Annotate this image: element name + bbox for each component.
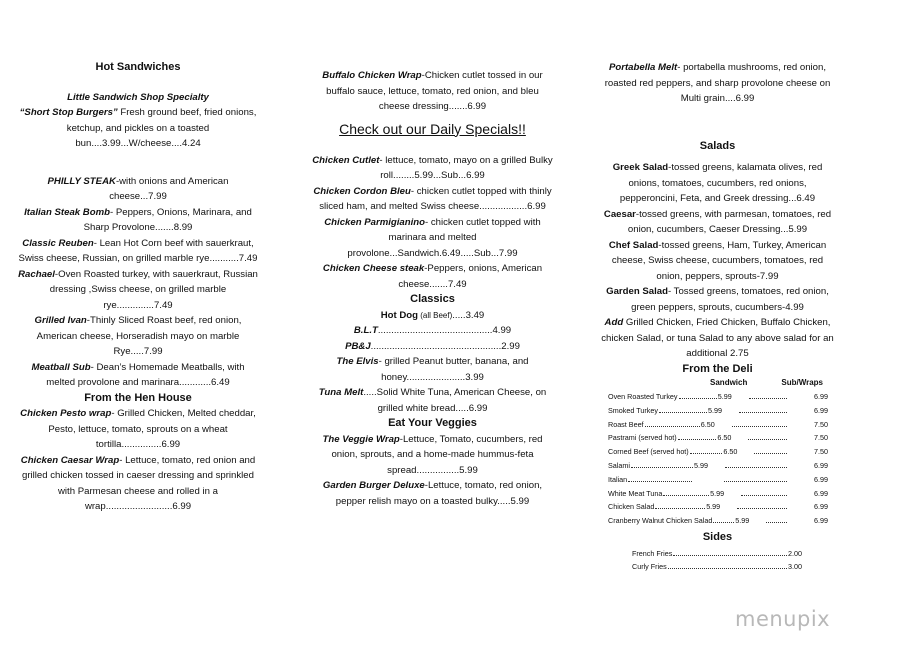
item-desc: -Oven Roasted turkey, with sauerkraut, Russian dressing ,Swiss cheese, on grilled marble rye..............7.49 <box>49 268 258 311</box>
deli-sandwich-price: 5.99 <box>735 516 750 526</box>
item-name: Portabella Melt <box>608 62 678 73</box>
dot-leader <box>690 453 723 454</box>
deli-sandwich-price: 5.99 <box>707 405 722 415</box>
deli-row <box>608 445 828 459</box>
item-name: The Elvis <box>336 356 379 367</box>
item-name: Chicken Pesto wrap <box>20 408 112 419</box>
item-desc: -Lettuce, tomato, red onion, pepper relish mayo on a toasted bulky.....5.99 <box>335 480 543 507</box>
side-item-name: French Fries <box>632 549 673 559</box>
deli-header-sandwich: Sandwich <box>710 378 748 387</box>
menu-item-garden-burger-deluxe <box>310 478 555 509</box>
dot-leader <box>754 453 787 454</box>
section-title-hot-sandwiches: Hot Sandwiches <box>95 61 181 73</box>
menu-item-chicken-caesar-wrap <box>18 453 258 515</box>
hot-sandwich-list <box>18 174 258 391</box>
deli-row <box>608 500 828 514</box>
dot-leader <box>659 412 707 413</box>
item-name: The Veggie Wrap <box>322 433 400 445</box>
dot-leader <box>766 522 787 523</box>
deli-sandwich-price: 5.99 <box>710 488 725 498</box>
menu-item-meatball-sub <box>18 360 258 391</box>
item-desc: -Thinly Sliced Roast beef, red onion, American cheese, Horseradish mayo on marble Rye.....7.99 <box>36 315 242 357</box>
menu-item-buffalo-chicken-wrap <box>310 68 555 115</box>
menu-item-portabella-melt <box>600 60 835 107</box>
side-row <box>632 547 802 560</box>
menu-item-short-stop-burgers <box>18 105 258 152</box>
column-left <box>18 60 258 515</box>
dot-leader <box>631 467 693 468</box>
menu-item-blt <box>310 323 555 339</box>
item-name: Tuna Melt <box>318 387 364 398</box>
dot-leader <box>668 568 787 569</box>
dot-leader <box>739 412 787 413</box>
side-item-name: Curly Fries <box>632 562 667 572</box>
item-desc: -with onions and American cheese...7.99 <box>109 175 229 202</box>
side-row <box>632 560 802 573</box>
dot-leader <box>741 495 787 496</box>
menu-item-chef-salad <box>600 238 835 285</box>
deli-sub-price: 6.99 <box>814 516 828 526</box>
item-desc: -tossed greens, Ham, Turkey, American cheese, Swiss cheese, cucumbers, tomatoes, red onion, peppers, sprouts-7.99 <box>611 239 827 282</box>
deli-sub-price: 6.99 <box>814 488 828 498</box>
dot-leader <box>713 522 734 523</box>
section-title-sides: Sides <box>702 530 733 543</box>
item-name: Greek Salad <box>612 162 669 173</box>
item-price: .................................................2.99 <box>370 340 520 352</box>
item-name: Chicken Cheese steak <box>322 263 425 274</box>
item-name: Grilled Ivan <box>34 315 87 326</box>
item-name: Rachael <box>18 268 55 280</box>
deli-sandwich-price: 5.99 <box>717 392 732 401</box>
item-desc: - Lean Hot Corn beef with sauerkraut, Swiss cheese, Russian, on grilled marble rye...........7.49 <box>18 237 258 264</box>
item-name: PB&J <box>345 340 371 352</box>
side-price: 2.00 <box>788 549 802 559</box>
menu-item-chicken-parmigianino <box>310 215 555 262</box>
menu-item-garden-salad <box>600 284 835 315</box>
item-price: .....3.49 <box>452 309 485 321</box>
item-desc: - Lettuce, tomato, red onion and grilled chicken tossed in caeser dressing and sprinkled with Parmesan cheese and rolled in a wrap.........................6.99 <box>22 454 256 512</box>
menu-item-hot-dog <box>310 308 555 324</box>
dot-leader <box>724 481 787 482</box>
daily-specials-promo: Check out our Daily Specials!! <box>339 120 526 137</box>
item-desc: - Grilled Chicken, Melted cheddar, Pesto, lettuce, tomato, sprouts on a wheat tortilla...............6.99 <box>48 408 256 450</box>
section-title-hen-house: From the Hen House <box>84 391 192 404</box>
menu-item-chicken-cheese-steak <box>310 261 555 292</box>
deli-header-sub: Sub/Wraps <box>781 378 823 387</box>
item-name: Italian Steak Bomb <box>24 206 110 218</box>
item-name: Chef Salad <box>608 239 659 251</box>
item-desc: - Dean’s Homemade Meatballs, with melted provolone and marinara............6.49 <box>46 361 245 388</box>
specialty-heading: Little Sandwich Shop Specialty <box>67 91 209 103</box>
deli-sub-price: 6.99 <box>814 392 829 401</box>
item-desc: - portabella mushrooms, red onion, roasted red peppers, and sharp provolone cheese on Multi grain....6.99 <box>604 62 831 104</box>
menu-item-tuna-melt <box>310 385 555 416</box>
dot-leader <box>645 426 700 427</box>
menu-item-chicken-cordon-bleu <box>310 184 555 215</box>
item-name: PHILLY STEAK <box>47 175 116 187</box>
dot-leader <box>679 398 717 399</box>
item-desc: -Lettuce, Tomato, cucumbers, red onion, sprouts, and a home-made hummus-feta spread................5.99 <box>331 433 543 476</box>
item-name: Meatball Sub <box>31 361 91 373</box>
add-label: Add <box>604 317 624 328</box>
item-desc: -tossed greens, kalamata olives, red onions, tomatoes, cucumbers, red onions, pepperoncini, Feta, and Greek dressing...6.49 <box>619 162 823 204</box>
menu-item-the-elvis <box>310 354 555 385</box>
salad-list <box>600 160 835 362</box>
deli-row <box>608 473 828 487</box>
item-desc: - chicken cutlet topped with marinara and melted provolone...Sandwich.6.49.....Sub...7.99 <box>347 216 541 259</box>
item-desc: - lettuce, tomato, mayo on a grilled Bulky roll........5.99...Sub...6.99 <box>379 154 553 181</box>
item-desc: - Tossed greens, tomatoes, red onion, green peppers, sprouts, cucumbers-4.99 <box>631 286 829 313</box>
menu-item-veggie-wrap <box>310 432 555 479</box>
deli-row <box>608 487 828 501</box>
deli-sandwich-price: 6.50 <box>723 447 738 457</box>
deli-item-name: White Meat Tuna <box>608 488 663 498</box>
menu-item-classic-reuben <box>18 236 258 267</box>
deli-item-name: Roast Beef <box>608 419 644 429</box>
deli-sub-price: 6.99 <box>814 502 829 512</box>
dot-leader <box>749 398 787 399</box>
deli-item-name: Smoked Turkey <box>608 405 658 415</box>
item-price: ...........................................4.99 <box>377 325 512 336</box>
deli-sub-price: 6.99 <box>814 460 829 470</box>
deli-sub-price: 6.99 <box>814 474 828 484</box>
dot-leader <box>725 467 787 468</box>
salad-add-on-note <box>600 315 835 362</box>
deli-row <box>608 418 828 432</box>
item-note: (all Beef) <box>418 310 453 320</box>
deli-row <box>608 404 828 418</box>
dot-leader <box>748 439 787 440</box>
menu-item-chicken-pesto-wrap <box>18 406 258 453</box>
deli-item-name: Oven Roasted Turkey <box>608 392 678 401</box>
item-name: Caesar <box>603 208 636 220</box>
dot-leader <box>673 555 787 556</box>
column-middle <box>310 68 555 509</box>
dot-leader <box>678 439 717 440</box>
section-title-deli: From the Deli <box>682 362 753 375</box>
deli-sandwich-price: 6.50 <box>717 433 732 443</box>
dot-leader <box>732 426 787 427</box>
item-name: B.L.T <box>353 325 378 336</box>
deli-sub-price: 7.50 <box>814 447 829 457</box>
item-name: Garden Salad <box>606 286 668 297</box>
menu-item-grilled-ivan <box>18 313 258 360</box>
deli-item-name: Cranberry Walnut Chicken Salad <box>608 516 713 526</box>
add-text: Grilled Chicken, Fried Chicken, Buffalo Chicken, chicken Salad, or tuna Salad to any above salad for an additional 2.75 <box>601 317 834 359</box>
dot-leader <box>655 508 705 509</box>
deli-row <box>608 431 828 445</box>
menu-item-philly-steak <box>18 174 258 205</box>
item-name: Chicken Caesar Wrap <box>20 454 120 466</box>
deli-sub-price: 6.99 <box>814 405 828 415</box>
deli-table <box>608 390 828 528</box>
watermark: menupix <box>735 607 831 631</box>
deli-sandwich-price: 5.99 <box>694 460 708 470</box>
section-title-salads: Salads <box>699 139 736 152</box>
menu-item-rachael <box>18 267 258 314</box>
item-name: Buffalo Chicken Wrap <box>322 70 422 81</box>
deli-row <box>608 514 828 528</box>
menu-item-greek-salad <box>600 160 835 207</box>
section-title-classics: Classics <box>410 293 455 305</box>
item-name: Hot Dog <box>380 309 419 321</box>
deli-item-name: Italian <box>608 474 628 484</box>
item-desc: - grilled Peanut butter, banana, and honey......................3.99 <box>378 356 529 383</box>
menu-item-caesar-salad <box>600 207 835 238</box>
item-desc: .....Solid White Tuna, American Cheese, on grilled white bread.....6.99 <box>363 387 547 414</box>
deli-row <box>608 459 828 473</box>
item-desc: -Chicken cutlet tossed in our buffalo sauce, lettuce, tomato, red onion, and bleu cheese dressing.......6.99 <box>326 70 543 112</box>
item-desc: -Peppers, onions, American cheese.......7.49 <box>398 263 543 290</box>
section-title-veggies: Eat Your Veggies <box>388 417 477 429</box>
menu-item-pbj <box>310 339 555 355</box>
sides-table <box>632 547 802 573</box>
dot-leader <box>737 508 787 509</box>
item-desc: - chicken cutlet topped with thinly sliced ham, and melted Swiss cheese..................6.99 <box>319 185 552 212</box>
deli-sandwich-price: 5.99 <box>706 502 721 512</box>
item-name: Classic Reuben <box>22 237 94 249</box>
deli-item-name: Corned Beef (served hot) <box>608 447 689 457</box>
deli-item-name: Chicken Salad <box>608 502 655 512</box>
item-name: Chicken Cordon Bleu <box>313 185 411 197</box>
dot-leader <box>628 481 691 482</box>
item-name: “Short Stop Burgers” <box>19 107 118 118</box>
deli-item-name: Salami <box>608 460 630 470</box>
deli-sub-price: 7.50 <box>814 433 829 443</box>
dot-leader <box>663 495 709 496</box>
item-name: Chicken Parmigianino <box>324 216 426 228</box>
item-name: Garden Burger Deluxe <box>322 480 425 491</box>
deli-sandwich-price: 6.50 <box>700 419 715 429</box>
item-desc: -tossed greens, with parmesan, tomatoes, red onion, cucumbers, Caeser Dressing...5.99 <box>627 208 832 235</box>
deli-column-headers <box>600 377 835 388</box>
deli-item-name: Pastrami (served hot) <box>608 433 677 443</box>
deli-row <box>608 390 828 404</box>
side-price: 3.00 <box>788 562 802 572</box>
item-desc: Fresh ground beef, fried onions, ketchup, and pickles on a toasted bun....3.99...W/cheese....4.24 <box>66 107 257 149</box>
item-desc: - Peppers, Onions, Marinara, and Sharp Provolone.......8.99 <box>83 206 252 233</box>
deli-sub-price: 7.50 <box>814 419 828 429</box>
chicken-list <box>310 153 555 293</box>
menu-item-chicken-cutlet <box>310 153 555 184</box>
menu-item-italian-steak-bomb <box>18 205 258 236</box>
column-right <box>600 60 835 573</box>
item-name: Chicken Cutlet <box>312 154 380 166</box>
